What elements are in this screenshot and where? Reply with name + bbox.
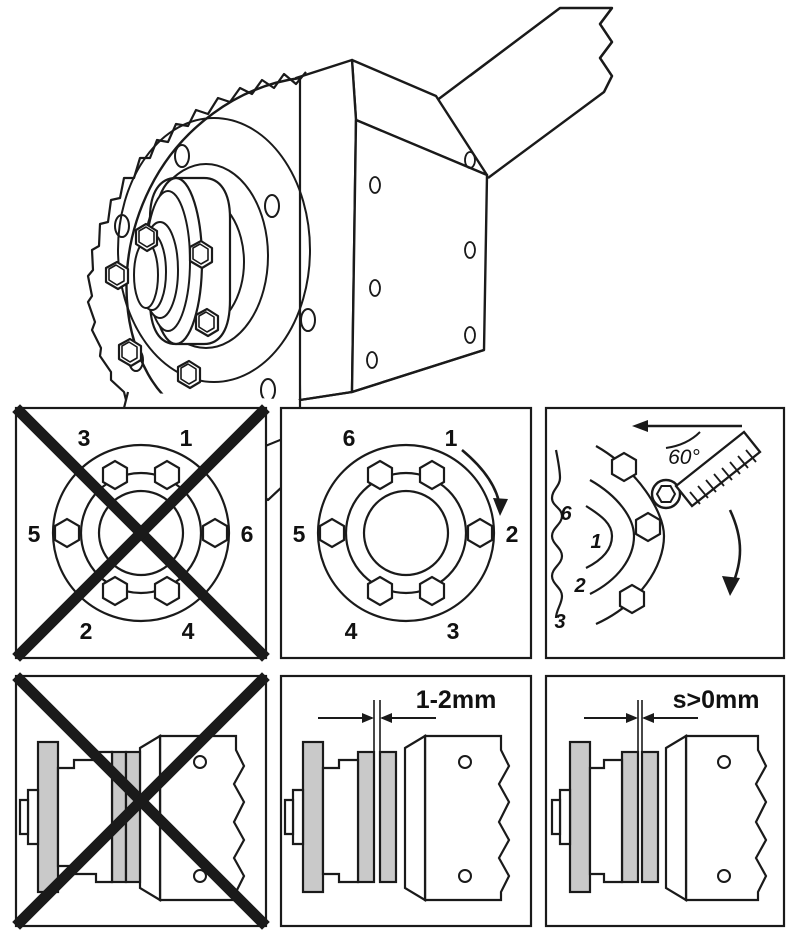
- panel-1-label-right: 6: [240, 521, 254, 547]
- panel-1-incorrect-bolt-order: [16, 408, 266, 658]
- panel-5-dimension-label: 1-2mm: [415, 686, 497, 714]
- panel-1-label-bottom-right: 4: [181, 618, 195, 644]
- panel-5-gap-1-2mm: [281, 676, 531, 926]
- panel-4-incorrect-no-gap: [16, 676, 266, 926]
- panel-6-gap-greater-than-zero: [546, 676, 784, 926]
- panel-1-label-left: 5: [27, 521, 41, 547]
- panel-3-label-6: 6: [560, 503, 572, 525]
- panel-1-label-bottom-left: 2: [79, 618, 93, 644]
- panel-1-label-top-right: 1: [179, 425, 193, 451]
- panel-6-dimension-label: s>0mm: [672, 686, 760, 714]
- panel-3-tighten-60-degrees: [546, 408, 784, 658]
- panel-2-correct-bolt-order: [281, 408, 531, 658]
- panel-3-label-2: 2: [574, 575, 586, 597]
- panel-3-angle-label: 60°: [668, 446, 700, 469]
- panel-2-label-top-left: 6: [342, 425, 356, 451]
- panel-1-label-top-left: 3: [77, 425, 91, 451]
- panel-2-label-left: 5: [292, 521, 306, 547]
- panel-3-label-3: 3: [554, 611, 566, 633]
- panel-2-label-top-right: 1: [444, 425, 458, 451]
- panel-2-label-bottom-left: 4: [344, 618, 358, 644]
- panel-3-label-1: 1: [590, 531, 602, 553]
- panel-2-label-right: 2: [505, 521, 519, 547]
- panel-2-label-bottom-right: 3: [446, 618, 460, 644]
